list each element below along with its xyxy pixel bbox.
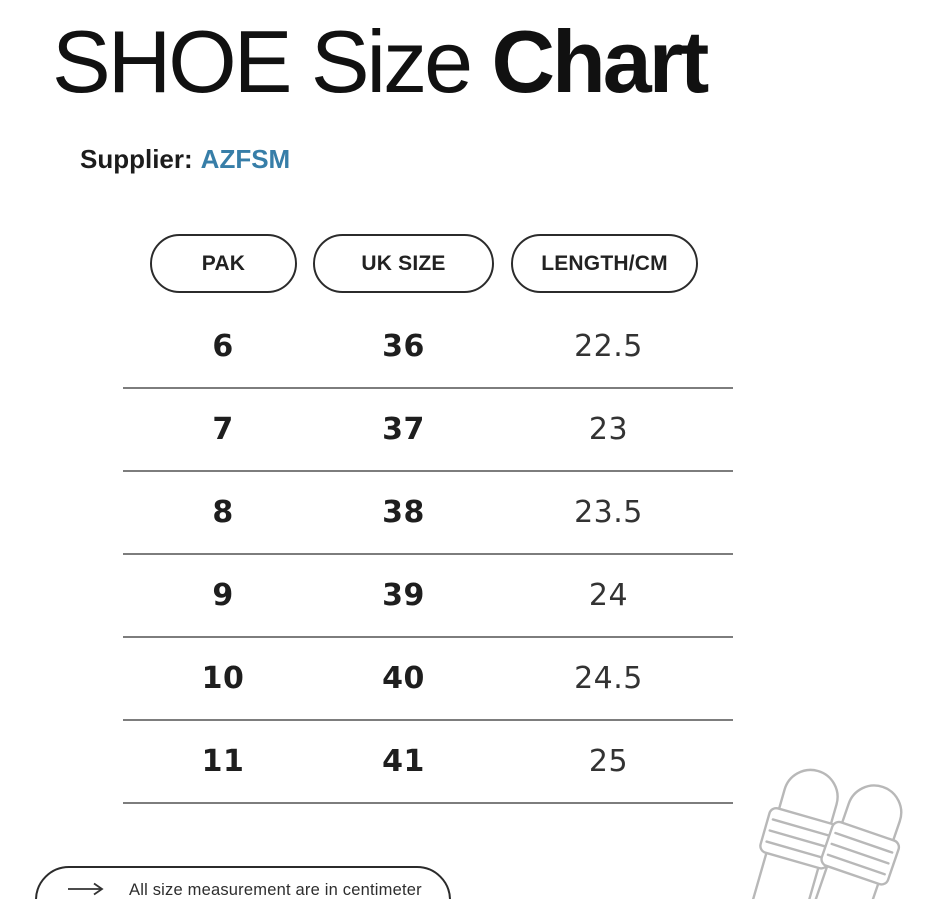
uk-size-value: 36 — [382, 329, 425, 364]
uk-size-value: 41 — [382, 744, 425, 779]
length-cm-value: 24 — [588, 578, 629, 613]
table-row — [123, 721, 733, 804]
pak-size-value: 10 — [201, 661, 245, 696]
length-cm-value: 23 — [588, 412, 629, 447]
table-row — [123, 306, 733, 389]
column-header-length-cm: LENGTH/CM — [511, 234, 698, 293]
length-cm-value: 23.5 — [574, 495, 643, 530]
uk-size-value: 38 — [382, 495, 425, 530]
measurement-note-text: All size measurement are in centimeter — [129, 881, 422, 899]
uk-size-value: 39 — [382, 578, 425, 613]
slippers-icon — [748, 750, 931, 899]
length-cm-value: 24.5 — [574, 661, 643, 696]
table-row — [123, 472, 733, 555]
pak-size-value: 6 — [212, 329, 234, 364]
length-cm-value: 25 — [588, 744, 629, 779]
page-title — [52, 12, 707, 111]
length-cm-value: 22.5 — [574, 329, 643, 364]
uk-size-value: 37 — [382, 412, 425, 447]
table-header-row — [123, 234, 733, 293]
right-arrow-icon — [67, 880, 107, 898]
measurement-note — [35, 866, 451, 899]
pak-size-value: 7 — [212, 412, 234, 447]
table-row — [123, 389, 733, 472]
supplier-value: AZFSM — [200, 144, 291, 174]
table-row — [123, 555, 733, 638]
size-table — [123, 306, 733, 804]
table-row — [123, 638, 733, 721]
page-title-bold: Chart — [491, 12, 707, 111]
pak-size-value: 8 — [212, 495, 234, 530]
supplier-label: Supplier: — [80, 144, 193, 174]
column-header-uk-size: UK SIZE — [313, 234, 494, 293]
pak-size-value: 11 — [201, 744, 245, 779]
uk-size-value: 40 — [382, 661, 425, 696]
pak-size-value: 9 — [212, 578, 234, 613]
column-header-pak: PAK — [150, 234, 297, 293]
supplier-line — [80, 144, 290, 175]
page-title-regular: SHOE Size — [52, 12, 492, 111]
